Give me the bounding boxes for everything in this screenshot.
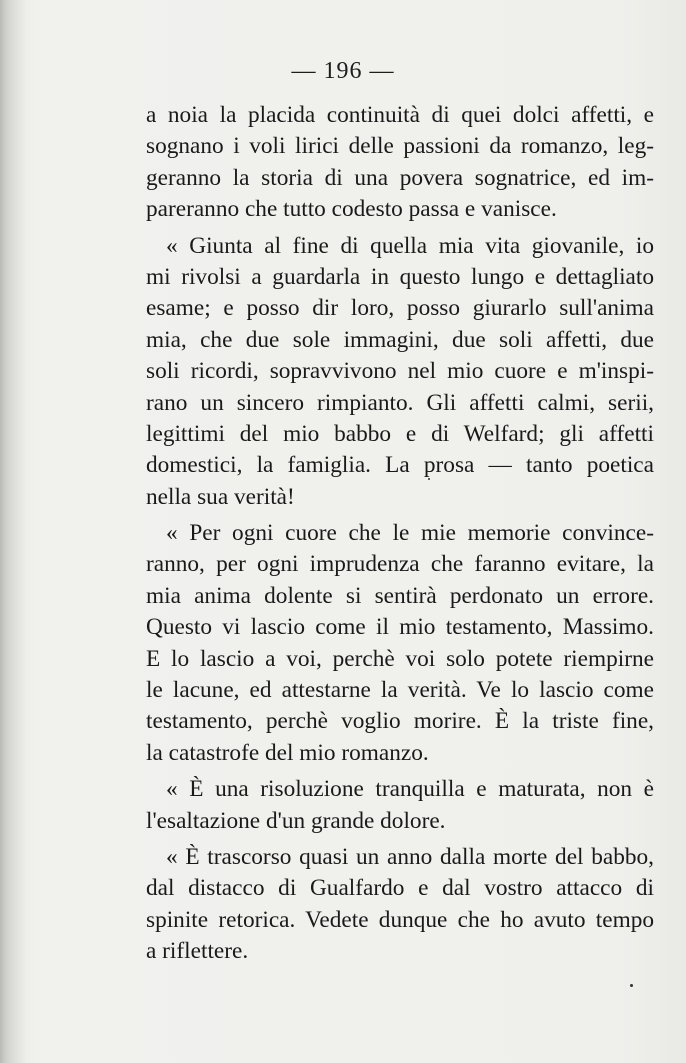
text-line: mia, che due sole immagini, due soli affetti, due [146,326,654,353]
text-line: mi rivolsi a guardarla in questo lungo e dettagliato [146,263,654,290]
text-line: pareranno che tutto codesto passa e vanisce. [146,196,557,223]
ink-speck [630,984,633,987]
text-line: soli ricordi, sopravvivono nel mio cuore e m'inspi- [146,358,654,385]
text-line: sognano i voli lirici delle passioni da romanzo, leg- [146,133,654,160]
paragraph-2 [146,231,654,514]
text-line: a noia la placida continuità di quei dolci affetti, e [146,102,654,128]
text-line: testamento, perchè voglio morire. È la triste fine, [146,708,654,735]
text-line: rano un sincero rimpianto. Gli affetti calmi, serii, [146,389,654,416]
text-line: « È una risoluzione tranquilla e maturata, non è [166,776,654,803]
text-line: spinite retorica. Vedete dunque che ho avuto tempo [146,906,654,933]
text-line: legittimi del mio babbo e di Welfard; gli affetti [146,420,654,447]
text-line: « È trascorso quasi un anno dalla morte del babbo, [166,843,654,870]
ink-speck [428,478,430,480]
paragraph-4 [146,774,654,837]
text-line: esame; e posso dir loro, posso giurarlo sull'anima [146,295,654,322]
paragraph-5 [146,842,654,968]
page-number: — 196 — [291,58,395,84]
text-line: nella sua verità! [146,483,295,510]
text-line: l'esaltazione d'un grande dolore. [146,807,446,834]
text-line: ranno, per ogni imprudenza che faranno evitare, la [146,551,654,578]
text-line: mia anima dolente si sentirà perdonato un errore. [146,582,654,609]
text-line: E lo lascio a voi, perchè voi solo potete riempirne [146,645,654,672]
page-gutter-shadow [0,0,26,1063]
text-line: geranno la storia di una povera sognatrice, ed im- [146,164,654,191]
text-line: domestici, la famiglia. La prosa — tanto poetica [146,452,654,479]
text-line: Questo vi lascio come il mio testamento, Massimo. [146,614,654,641]
text-line: « Giunta al fine di quella mia vita giovanile, io [166,232,654,259]
paragraph-1 [146,100,654,226]
body-text [146,100,654,968]
paragraph-3 [146,518,654,769]
text-line: dal distacco di Gualfardo e dal vostro attacco di [146,875,654,902]
text-line: « Per ogni cuore che le mie memorie convince- [166,520,654,547]
text-line: la catastrofe del mio romanzo. [146,739,429,766]
text-line: a riflettere. [146,938,249,965]
text-line: le lacune, ed attestarne la verità. Ve lo lascio come [146,677,654,704]
